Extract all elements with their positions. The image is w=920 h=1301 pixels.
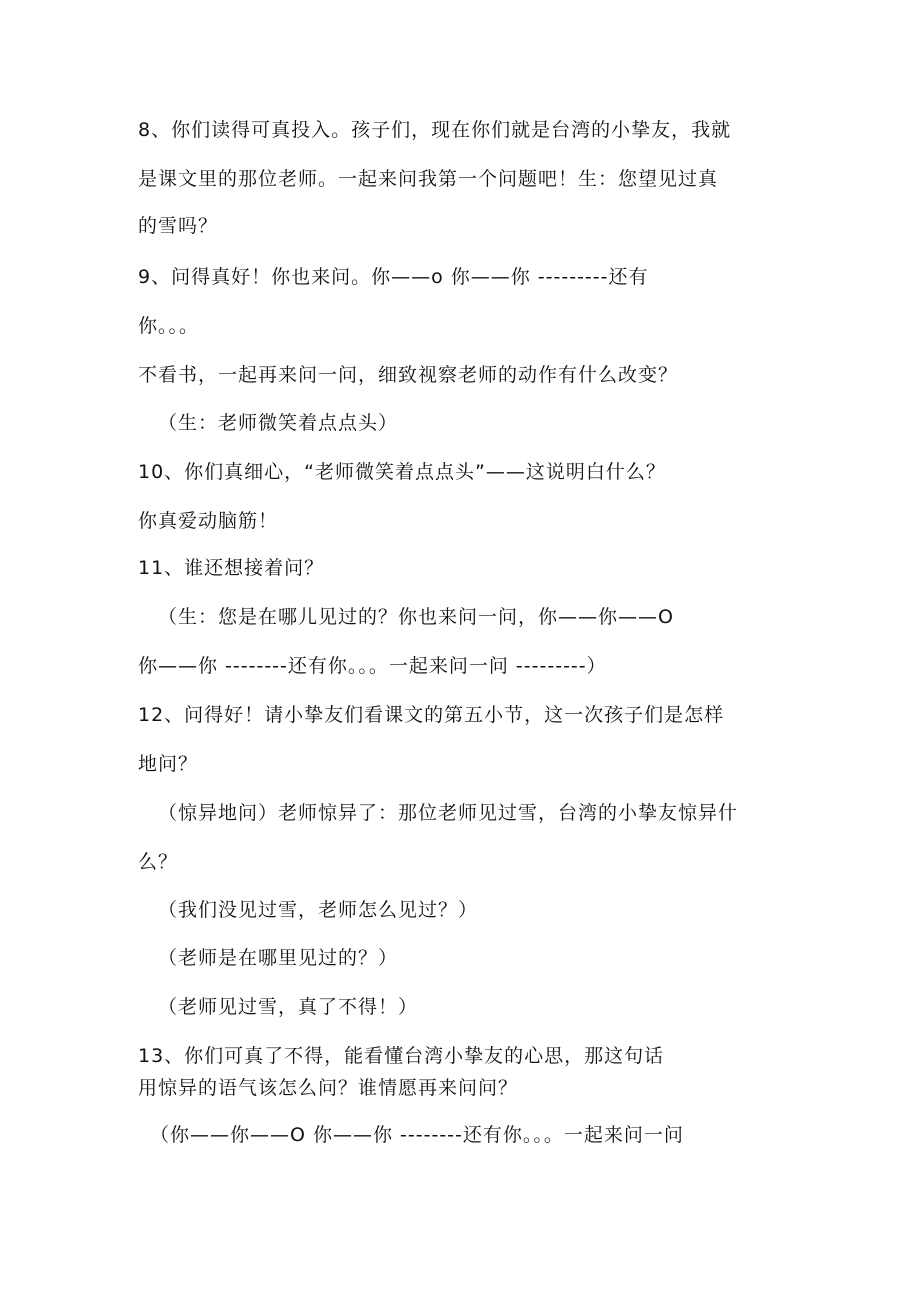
text-line-12-part2: 地问？ xyxy=(138,753,199,775)
text-line-student-answer-2-cont: 你——你 --------还有你。。。一起来问一问 ---------） xyxy=(138,655,607,677)
text-line-instruction: 不看书，一起再来问一问，细致视察老师的动作有什么改变？ xyxy=(138,364,679,386)
text-line-example-1: （我们没见过雪，老师怎么见过？） xyxy=(158,899,479,921)
text-line-10: 10、你们真细心，“老师微笑着点点头”——这说明白什么？ xyxy=(138,461,666,483)
text-line-13-part3: （你——你——O 你——你 --------还有你。。。一起来问一问 xyxy=(150,1124,684,1146)
text-line-11: 11、谁还想接着问？ xyxy=(138,557,325,579)
text-line-example-3: （老师见过雪，真了不得！） xyxy=(158,996,419,1018)
text-line-13-part1: 13、你们可真了不得，能看懂台湾小挚友的心思，那这句话 xyxy=(138,1045,665,1067)
text-line-student-answer-2: （生：您是在哪儿见过的？你也来问一问，你——你——O xyxy=(158,606,674,628)
text-line-13-part2: 用惊异的语气该怎么问？谁情愿再来问问？ xyxy=(138,1077,519,1099)
text-line-example-2: （老师是在哪里见过的？） xyxy=(158,947,399,969)
text-line-8-part2: 是课文里的那位老师。一起来问我第一个问题吧！生：您望见过真 xyxy=(138,168,719,190)
text-line-8-part1: 8、你们读得可真投入。孩子们，现在你们就是台湾的小挚友，我就 xyxy=(138,119,732,141)
text-line-8-part3: 的雪吗？ xyxy=(138,215,219,237)
text-line-9-part2: 你。。。 xyxy=(138,315,200,337)
text-line-12-part1: 12、问得好！请小挚友们看课文的第五小节，这一次孩子们是怎样 xyxy=(138,704,725,726)
text-line-surprised-ask-2: 么？ xyxy=(138,851,179,873)
text-line-praise: 你真爱动脑筋！ xyxy=(138,510,279,532)
text-line-surprised-ask-1: （惊异地问）老师惊异了：那位老师见过雪，台湾的小挚友惊异什 xyxy=(158,802,739,824)
text-line-9-part1: 9、问得真好！你也来问。你——o 你——你 ---------还有 xyxy=(138,266,649,288)
text-line-student-answer-1: （生：老师微笑着点点头） xyxy=(158,412,399,434)
